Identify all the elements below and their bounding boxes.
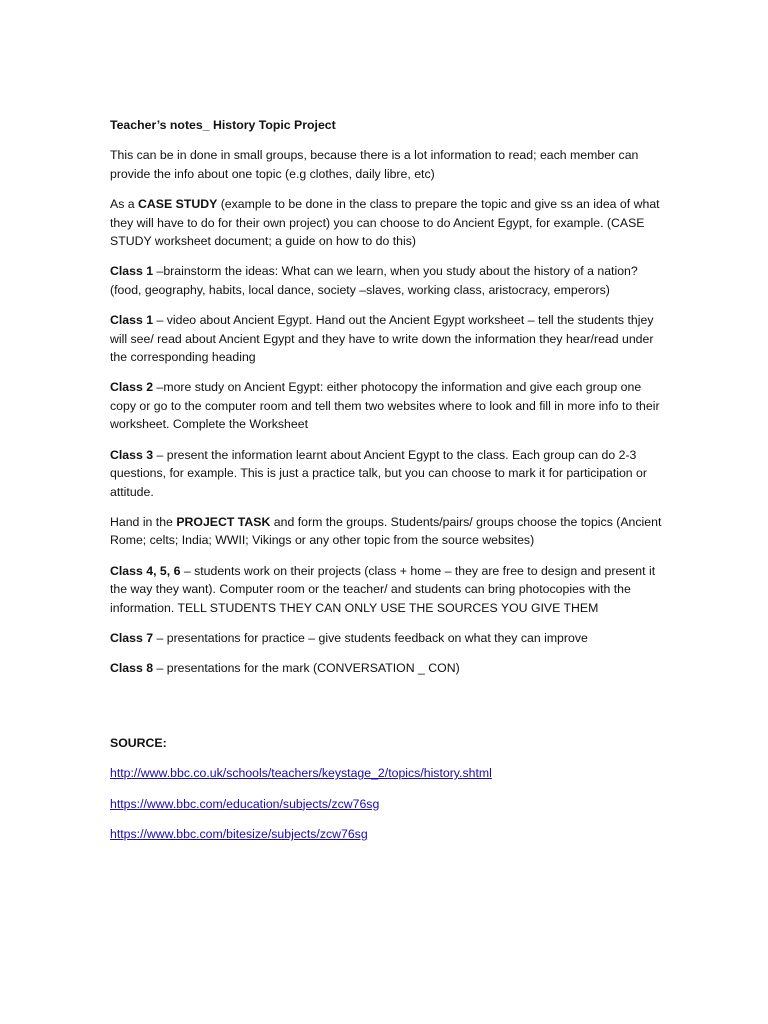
document-page (110, 116, 670, 855)
class-paragraph: Class 3 – present the information learnt about Ancient Egypt to the class. Each group can do 2-3 questions, for example. This is just a practice talk, but you can choose to mark it for participation or attitude. (110, 447, 647, 499)
class-paragraph: Class 4, 5, 6 – students work on their projects (class + home – they are free to design and present it the way they want). Computer room or the teacher/ and students can bring photocopies with the information. TELL STUDENTS THEY CAN ONLY USE THE SOURCES YOU GIVE THEM (110, 563, 656, 615)
intro-paragraph: This can be in done in small groups, because there is a lot information to read; each member can provide the info about one topic (e.g clothes, daily libre, etc) (110, 148, 639, 181)
class-paragraph: Class 2 –more study on Ancient Egypt: either photocopy the information and give each group one copy or go to the computer room and tell them two websites where to look and fill in more info to their worksheet. Complete the Worksheet (110, 380, 660, 432)
source-link[interactable]: https://www.bbc.com/education/subjects/zcw76sg (110, 796, 380, 811)
project-task-bold: PROJECT TASK (176, 514, 271, 529)
class-label: Class 7 (110, 630, 154, 645)
project-paragraph: Hand in the PROJECT TASK and form the groups. Students/pairs/ groups choose the topics (Ancient Rome; celts; India; WWII; Vikings or any other topic from the source websites) (110, 514, 662, 548)
spacer (110, 690, 670, 734)
class-label: Class 4, 5, 6 (110, 563, 181, 578)
class-paragraph: Class 1 –brainstorm the ideas: What can we learn, when you study about the history of a nation? (food, geography, habits, local dance, society –slaves, working class, aristocracy, emperors) (110, 264, 638, 297)
class-paragraph: Class 8 – presentations for the mark (CONVERSATION _ CON) (110, 661, 460, 676)
source-heading: SOURCE: (110, 735, 167, 750)
class-paragraph: Class 7 – presentations for practice – give students feedback on what they can improve (110, 630, 588, 645)
document-title: Teacher’s notes_ History Topic Project (110, 118, 336, 132)
source-link[interactable]: https://www.bbc.com/bitesize/subjects/zcw76sg (110, 826, 368, 841)
class-label: Class 3 (110, 447, 154, 462)
case-study-bold: CASE STUDY (138, 197, 218, 212)
class-label: Class 2 (110, 380, 154, 395)
class-label: Class 1 (110, 313, 154, 328)
source-link[interactable]: http://www.bbc.co.uk/schools/teachers/keystage_2/topics/history.shtml (110, 766, 492, 781)
class-paragraph: Class 1 – video about Ancient Egypt. Hand out the Ancient Egypt worksheet – tell the students thjey will see/ read about Ancient Egypt and they have to write down the information they hear/read under the corresponding heading (110, 313, 654, 365)
class-label: Class 8 (110, 661, 154, 676)
class-label: Class 1 (110, 264, 154, 279)
case-study-paragraph: As a CASE STUDY (example to be done in the class to prepare the topic and give ss an idea of what they will have to do for their own project) you can choose to do Ancient Egypt, for example. (CASE STUDY worksheet document; a guide on how to do this) (110, 197, 660, 249)
